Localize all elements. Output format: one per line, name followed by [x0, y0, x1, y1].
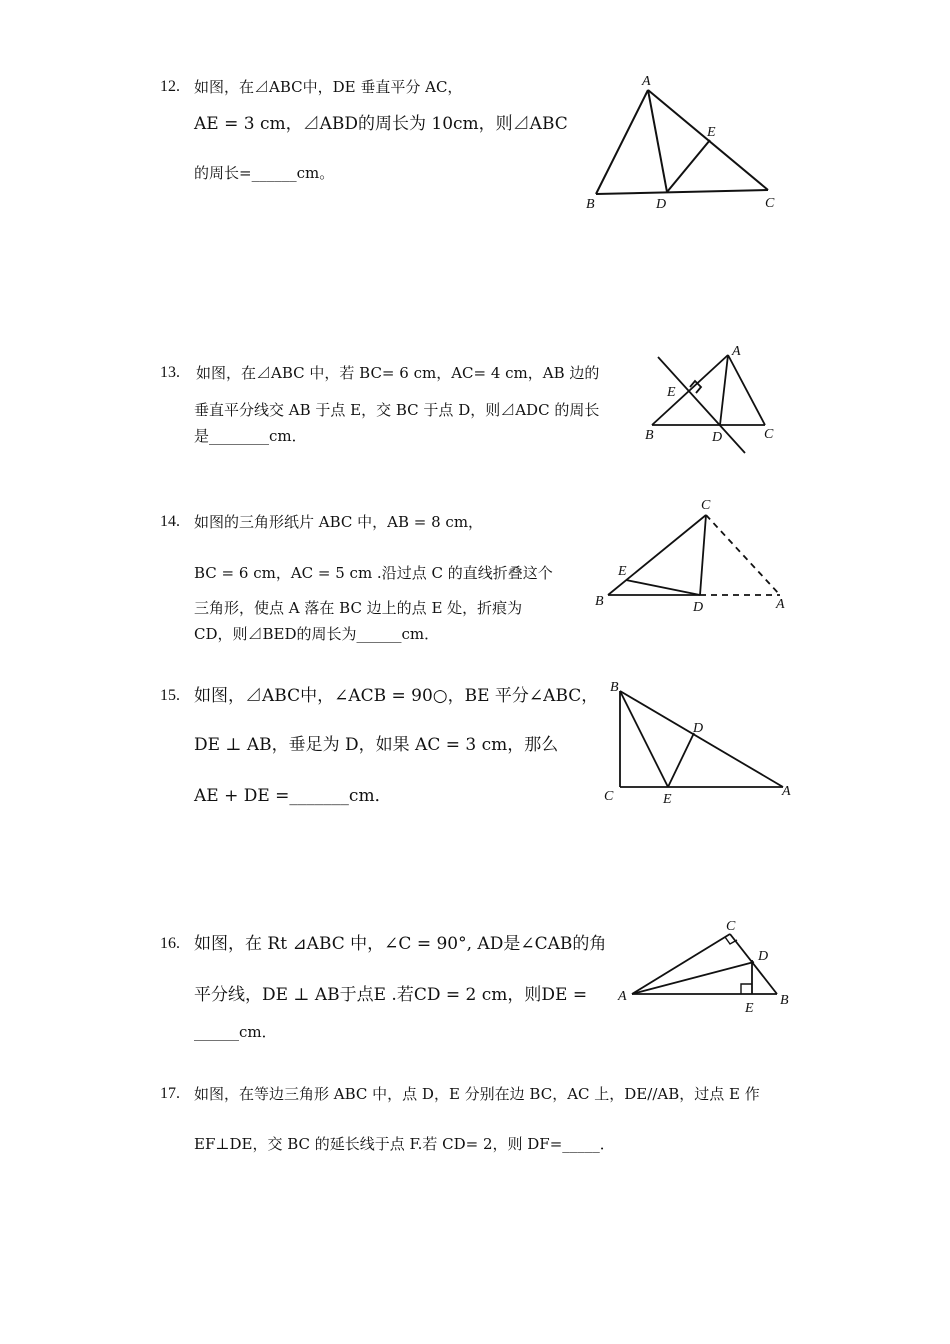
q13-number: 13.	[160, 364, 180, 381]
q14-label-B: B	[595, 594, 604, 609]
q16-label-A: A	[618, 989, 627, 1004]
q12-label-B: B	[586, 197, 595, 212]
q14-label-D: D	[693, 600, 704, 615]
q16-label-E: E	[745, 1001, 754, 1016]
q16-label-B: B	[780, 993, 789, 1008]
q16-line1: 如图，在 Rt ⊿ABC 中，∠C = 90°, AD是∠CAB的角	[194, 934, 607, 954]
q13-label-E: E	[667, 385, 676, 400]
q12-label-A: A	[642, 74, 651, 89]
q14-label-E: E	[618, 564, 627, 579]
q13-label-B: B	[645, 428, 654, 443]
q13-line2: 垂直平分线交 AB 于点 E，交 BC 于点 D，则⊿ADC 的周长	[194, 401, 600, 419]
q14-label-A: A	[776, 597, 785, 612]
q15-number: 15.	[160, 687, 180, 704]
q15-label-E: E	[663, 792, 672, 807]
q12-number: 12.	[160, 78, 180, 95]
q14-line2: BC = 6 cm，AC = 5 cm .沿过点 C 的直线折叠这个	[194, 564, 553, 582]
q15-label-C: C	[604, 789, 614, 804]
q13-label-D: D	[712, 430, 723, 445]
q16-figure	[612, 912, 797, 1022]
q17-number: 17.	[160, 1085, 180, 1102]
q12-line2: AE = 3 cm，⊿ABD的周长为 10cm，则⊿ABC	[194, 114, 568, 134]
q12-line1: 如图，在⊿ABC中，DE 垂直平分 AC，	[194, 78, 463, 96]
q13-figure	[640, 345, 780, 455]
q14-line1: 如图的三角形纸片 ABC 中，AB = 8 cm，	[194, 513, 484, 531]
q12-figure	[580, 70, 780, 215]
q14-line3: 三角形，使点 A 落在 BC 边上的点 E 处，折痕为	[194, 599, 523, 617]
q15-line1: 如图，⊿ABC中，∠ACB = 90○，BE 平分∠ABC，	[194, 686, 599, 706]
q13-label-A: A	[732, 345, 741, 359]
q15-line2: DE ⊥ AB，垂足为 D，如果 AC = 3 cm，那么	[194, 735, 559, 755]
q16-number: 16.	[160, 935, 180, 952]
q15-label-D: D	[693, 721, 704, 736]
q14-line4: CD，则⊿BED的周长为______cm．	[194, 625, 440, 643]
q17-line2: EF⊥DE，交 BC 的延长线于点 F.若 CD= 2，则 DF=_____．	[194, 1135, 615, 1153]
q12-label-D: D	[656, 197, 667, 212]
q12-label-E: E	[707, 125, 716, 140]
q16-label-D: D	[758, 949, 769, 964]
q14-figure	[590, 495, 795, 620]
q16-line2: 平分线，DE ⊥ AB于点E .若CD = 2 cm，则DE =	[194, 985, 588, 1005]
q13-label-C: C	[764, 427, 774, 442]
q15-figure	[598, 675, 798, 810]
q12-label-C: C	[765, 196, 775, 211]
q13-line1: 如图，在⊿ABC 中，若 BC= 6 cm，AC= 4 cm，AB 边的	[196, 364, 600, 382]
q14-label-C: C	[701, 498, 711, 513]
q12-line3: 的周长=______cm。	[194, 164, 335, 182]
q16-line3: ______cm．	[194, 1023, 277, 1041]
q15-label-B: B	[610, 680, 619, 695]
q16-label-C: C	[726, 919, 736, 934]
q15-line3: AE + DE =_______cm．	[194, 786, 392, 806]
q15-label-A: A	[782, 784, 791, 799]
q13-line3: 是________cm．	[194, 427, 307, 445]
q14-number: 14.	[160, 513, 180, 530]
q17-line1: 如图，在等边三角形 ABC 中，点 D，E 分别在边 BC，AC 上，DE//AB，过点 E 作	[194, 1085, 760, 1103]
